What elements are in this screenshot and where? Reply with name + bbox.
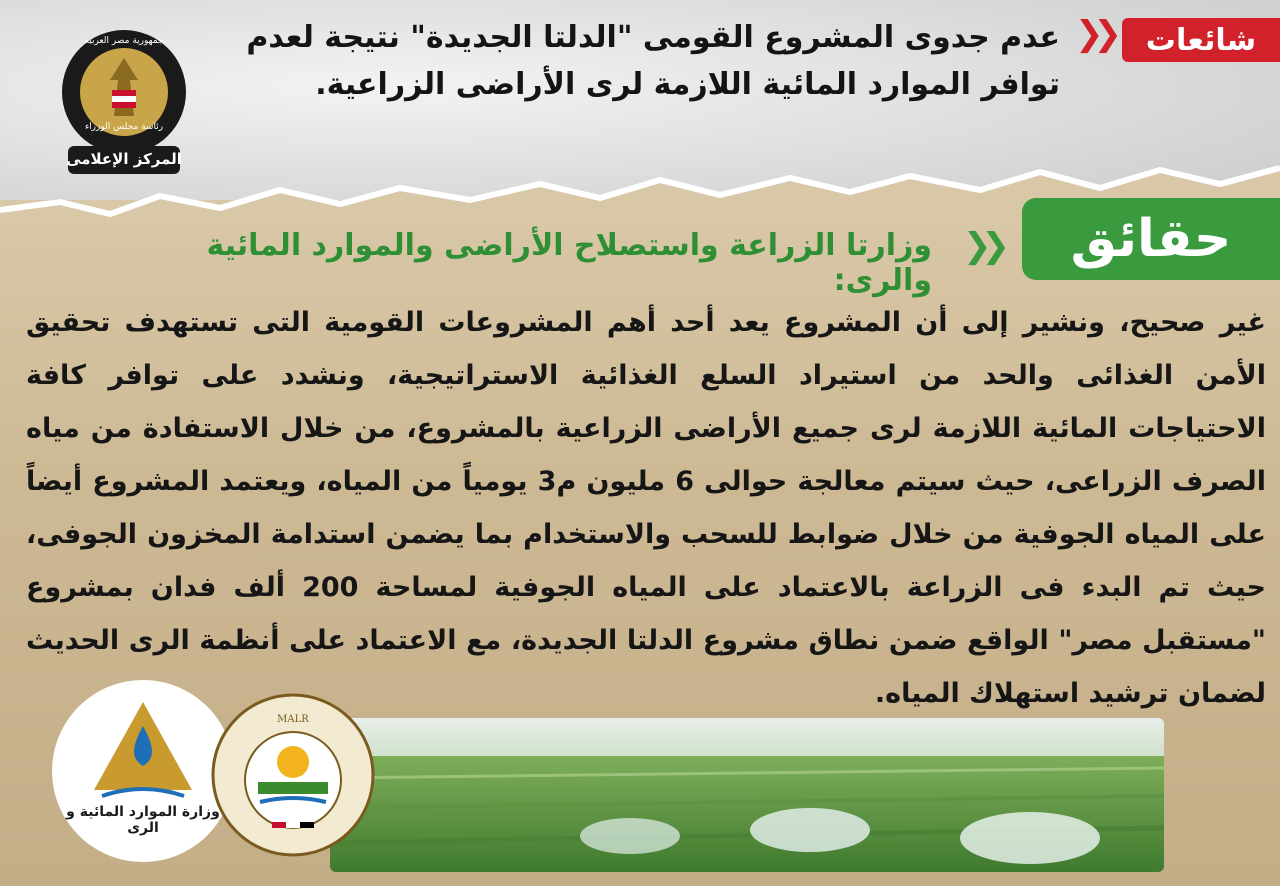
water-resources-ministry-logo [52,680,234,862]
cabinet-logo-caption: المركز الإعلامى [66,150,182,168]
facts-badge: حقائق [1022,198,1280,280]
agriculture-ministry-logo [208,690,378,860]
water-ministry-label: وزارة الموارد المائية و الرى [66,804,220,836]
red-chevrons-icon: ❯❯ [1075,14,1112,54]
green-chevrons-icon: ❯❯ [963,226,1000,266]
rumor-statement: عدم جدوى المشروع القومى "الدلتا الجديدة" نتيجة لعدم توافر الموارد المائية اللازمة لرى الأراضى الزراعية. [246,20,1060,102]
cabinet-logo-middle-text: رئاسة مجلس الوزراء [84,122,164,132]
facts-heading: وزارتا الزراعة واستصلاح الأراضى والموارد المائية والرى: [206,228,932,298]
irrigated-field-photo [330,718,1164,872]
facts-body: غير صحيح، ونشير إلى أن المشروع يعد أحد أهم المشروعات القومية التى تستهدف تحقيق الأمن الغذائى والحد من استيراد السلع الغذائية الاستراتيجية، ونشدد على توافر كافة الاحتياجات المائية اللازمة لرى جميع الأراضى الزراعية بالمشروع، من خلال الاستفادة من مياه الصرف الزراعى، حيث سيتم معالجة حوالى 6 مليون م3 يومياً من المياه، ويعتمد المشروع أيضاً على المياه الجوفية من خلال ضوابط للسحب والاستخدام بما يضمن استدامة المخزون الجوفى، حيث تم البدء فى الزراعة بالاعتماد على المياه الجوفية لمساحة 200 ألف فدان بمشروع "مستقبل مصر" الواقع ضمن نطاق مشروع الدلتا الجديدة، مع الاعتماد على أنظمة الرى الحديث لضمان ترشيد استهلاك المياه. [26,307,1267,709]
cabinet-logo-top-text: جمهورية مصر العربية [84,36,164,46]
agriculture-abbreviation: MALR [277,714,309,725]
rumors-badge: شائعات [1122,18,1280,62]
